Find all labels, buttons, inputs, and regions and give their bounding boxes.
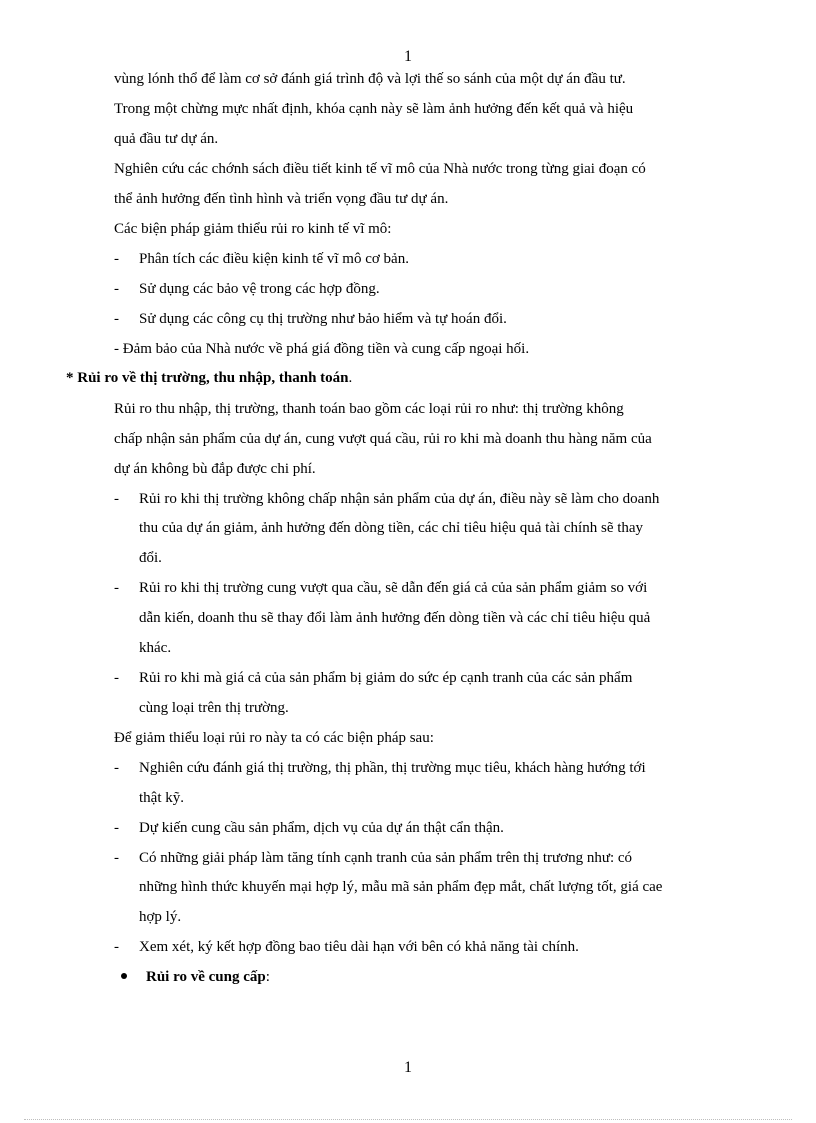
paragraph-line: Để giảm thiểu loại rủi ro này ta có các biện pháp sau:	[114, 730, 434, 746]
section-heading-period: .	[348, 370, 353, 386]
section-heading-text: * Rủi ro về thị trường, thu nhập, thanh toán	[66, 370, 349, 386]
bullet-heading-text: Rủi ro về cung cấp	[146, 969, 266, 985]
page-number-top: 1	[404, 48, 412, 65]
list-item-line: Dự kiến cung cầu sản phẩm, dịch vụ của dự án thật cẩn thận.	[139, 820, 504, 836]
list-item-line: Nghiên cứu đánh giá thị trường, thị phần, thị trường mục tiêu, khách hàng hướng tới	[139, 760, 646, 776]
dash-marker: -	[114, 580, 119, 596]
dash-marker: -	[114, 251, 119, 267]
paragraph-line: quả đầu tư dự án.	[114, 131, 219, 147]
list-item-line: dẫn kiến, doanh thu sẽ thay đổi làm ảnh hưởng đến dòng tiền và các chỉ tiêu hiệu quả	[139, 610, 651, 626]
dash-marker: -	[114, 939, 119, 955]
dash-marker: -	[114, 670, 119, 686]
paragraph-line: Nghiên cứu các chớnh sách điều tiết kinh tế vĩ mô của Nhà nước trong từng giai đoạn có	[114, 161, 646, 177]
list-item-line: Rủi ro khi mà giá cả của sản phẩm bị giảm do sức ép cạnh tranh của các sản phẩm	[139, 670, 633, 686]
list-item-line: thật kỹ.	[139, 790, 184, 806]
dash-marker: -	[114, 491, 119, 507]
bullet-heading	[146, 967, 270, 987]
list-item-line: Rủi ro khi thị trường cung vượt qua cầu, sẽ dẫn đến giá cả của sản phẩm giảm so với	[139, 580, 648, 596]
paragraph-line: vùng lónh thổ để làm cơ sở đánh giá trình độ và lợi thế so sánh của một dự án đầu tư.	[114, 71, 626, 87]
dash-marker: -	[114, 850, 119, 866]
dash-marker: -	[114, 760, 119, 776]
bullet-icon	[121, 973, 127, 979]
list-item-line: cùng loại trên thị trường.	[139, 700, 289, 716]
paragraph-line: chấp nhận sản phẩm của dự án, cung vượt quá cầu, rủi ro khi mà doanh thu hàng năm của	[114, 431, 652, 447]
list-item-line: những hình thức khuyến mại hợp lý, mẫu mã sản phẩm đẹp mắt, chất lượng tốt, giá cae	[139, 879, 663, 895]
list-item-line: Xem xét, ký kết hợp đồng bao tiêu dài hạn với bên có khả năng tài chính.	[139, 939, 579, 955]
list-item-line: Rủi ro khi thị trường không chấp nhận sản phẩm của dự án, điều này sẽ làm cho doanh	[139, 491, 660, 507]
list-item-line: khác.	[139, 640, 172, 656]
list-item: Phân tích các điều kiện kinh tế vĩ mô cơ bản.	[139, 251, 409, 267]
paragraph-line: - Đảm bảo của Nhà nước về phá giá đồng tiền và cung cấp ngoại hối.	[114, 341, 530, 357]
paragraph-line: Các biện pháp giảm thiểu rủi ro kinh tế vĩ mô:	[114, 221, 392, 237]
list-item: Sử dụng các bảo vệ trong các hợp đồng.	[139, 281, 380, 297]
list-item-line: đổi.	[139, 550, 162, 566]
bullet-heading-colon: :	[265, 969, 270, 985]
page-number-bottom: 1	[404, 1059, 412, 1076]
list-item-line: Có những giải pháp làm tăng tính cạnh tranh của sản phẩm trên thị trương như: có	[139, 850, 633, 866]
paragraph-line: thể ảnh hưởng đến tình hình và triển vọng đầu tư dự án.	[114, 191, 449, 207]
list-item: Sử dụng các công cụ thị trường như bảo hiểm và tự hoán đổi.	[139, 311, 507, 327]
footer-divider	[24, 1119, 792, 1120]
paragraph-line: Rủi ro thu nhập, thị trường, thanh toán bao gồm các loại rủi ro như: thị trường không	[114, 401, 624, 417]
list-item-line: thu của dự án giảm, ảnh hưởng đến dòng tiền, các chỉ tiêu hiệu quả tài chính sẽ thay	[139, 520, 644, 536]
paragraph-line: Trong một chừng mực nhất định, khóa cạnh này sẽ làm ảnh hưởng đến kết quả và hiệu	[114, 101, 634, 117]
paragraph-line: dự án không bù đắp được chi phí.	[114, 461, 316, 477]
dash-marker: -	[114, 281, 119, 297]
list-item-line: hợp lý.	[139, 909, 182, 925]
dash-marker: -	[114, 311, 119, 327]
dash-marker: -	[114, 820, 119, 836]
section-heading	[66, 368, 352, 388]
